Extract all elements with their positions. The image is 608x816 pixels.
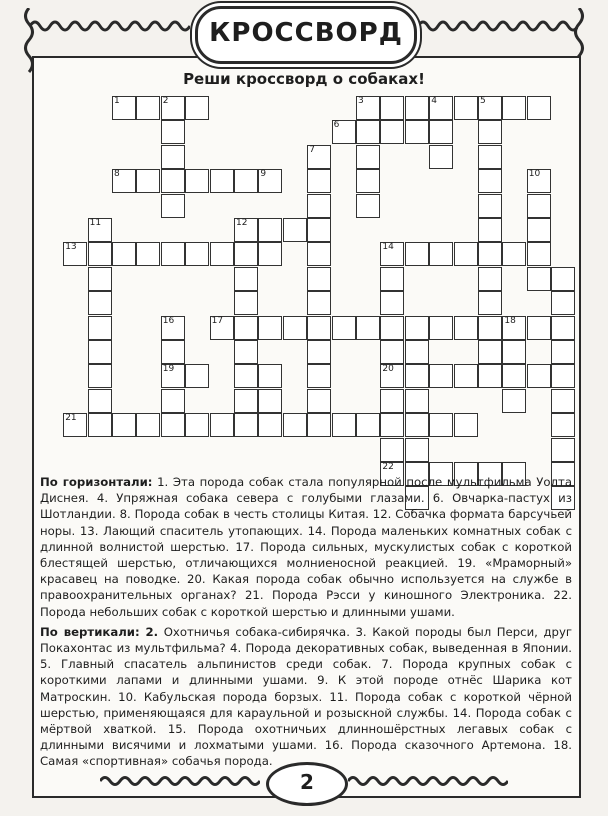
crossword-cell[interactable] <box>234 242 258 266</box>
crossword-cell[interactable] <box>88 389 112 413</box>
crossword-cell[interactable] <box>405 120 429 144</box>
crossword-cell[interactable] <box>380 96 404 120</box>
crossword-cell[interactable] <box>502 364 526 388</box>
crossword-cell[interactable] <box>380 120 404 144</box>
crossword-cell[interactable] <box>258 316 282 340</box>
crossword-cell[interactable] <box>356 413 380 437</box>
crossword-cell[interactable] <box>234 364 258 388</box>
crossword-cell[interactable] <box>405 340 429 364</box>
page-title: КРОССВОРД <box>209 18 403 48</box>
crossword-cell[interactable] <box>405 413 429 437</box>
crossword-cell[interactable] <box>258 364 282 388</box>
crossword-cell[interactable] <box>380 316 404 340</box>
crossword-cell-number: 12 <box>236 218 248 228</box>
crossword-cell[interactable] <box>161 389 185 413</box>
crossword-cell[interactable] <box>380 267 404 291</box>
crossword-cell[interactable] <box>234 389 258 413</box>
crossword-cell[interactable] <box>429 364 453 388</box>
crossword-cell[interactable] <box>63 413 87 437</box>
clues-down <box>40 624 572 770</box>
crossword-cell-number: 7 <box>309 144 315 155</box>
crossword-cell[interactable] <box>551 316 575 340</box>
crossword-cell[interactable] <box>258 169 282 193</box>
crossword-cell[interactable] <box>527 242 551 266</box>
crossword-cell[interactable] <box>112 242 136 266</box>
crossword-cell[interactable] <box>88 291 112 315</box>
crossword-cell[interactable] <box>185 242 209 266</box>
crossword-cell[interactable] <box>161 120 185 144</box>
crossword-cell[interactable] <box>234 169 258 193</box>
crossword-cell[interactable] <box>136 242 160 266</box>
crossword-cell[interactable] <box>478 316 502 340</box>
crossword-cell-number: 14 <box>382 242 394 253</box>
crossword-cell[interactable] <box>380 413 404 437</box>
crossword-subtitle: Реши кроссворд о собаках! <box>183 70 425 88</box>
crossword-cell[interactable] <box>478 364 502 388</box>
crossword-cell-number: 20 <box>382 364 394 375</box>
crossword-cell-number: 16 <box>162 315 175 326</box>
clues-across-heading: По горизонтали: <box>40 475 153 489</box>
crossword-cell[interactable] <box>161 413 185 437</box>
crossword-cell[interactable] <box>234 218 258 242</box>
page-number-badge <box>266 762 348 806</box>
crossword-cell[interactable] <box>210 413 234 437</box>
crossword-cell[interactable] <box>356 194 380 218</box>
crossword-cell[interactable] <box>551 389 575 413</box>
crossword-cell[interactable] <box>332 120 356 144</box>
crossword-cell[interactable] <box>551 438 575 462</box>
page-number: 2 <box>300 770 314 794</box>
crossword-cell[interactable] <box>258 389 282 413</box>
crossword-cell[interactable] <box>429 96 453 120</box>
crossword-cell-number: 17 <box>211 315 224 326</box>
crossword-cell[interactable] <box>185 413 209 437</box>
crossword-cell[interactable] <box>307 389 331 413</box>
crossword-cell[interactable] <box>161 145 185 169</box>
crossword-cell[interactable] <box>234 413 258 437</box>
crossword-cell[interactable] <box>478 145 502 169</box>
crossword-cell[interactable] <box>380 389 404 413</box>
clues-down-heading: По вертикали: 2. <box>40 624 159 639</box>
crossword-cell[interactable] <box>356 316 380 340</box>
crossword-cell[interactable] <box>234 291 258 315</box>
crossword-cell[interactable] <box>527 96 551 120</box>
crossword-cell[interactable] <box>332 413 356 437</box>
crossword-cell[interactable] <box>478 96 502 120</box>
crossword-cell[interactable] <box>307 194 331 218</box>
crossword-cell[interactable] <box>161 316 185 340</box>
clues-across-text: 1. Эта порода собак стала популярной после мультфильма Уолта Диснея. 4. Упряжная собака севера с голубыми глазами. 6. Овчарка-пастух из Шотландии. 8. Порода собак в честь столицы Китая. 12. Собачка формата барсучьей норы. 13. Лающий спаситель утопающих. 14. Порода маленьких комнатных собак с длинной волнистой шерстью. 17. Порода сильных, мускулистых собак с короткой блестящей шерстью, отличающихся молниеносной реакцией. 19. «Мраморный» красавец на поводке. 20. Какая порода собак обычно используется на службе в правоохранительных органах? 21. Порода Рэсси у киношного Электроника. 22. Порода небольших собак с короткой шерстью и длинными ушами. <box>40 475 572 619</box>
crossword-cell[interactable] <box>161 364 185 388</box>
crossword-cell[interactable] <box>88 364 112 388</box>
crossword-cell-number: 9 <box>260 169 267 180</box>
crossword-cell[interactable] <box>478 120 502 144</box>
crossword-cell[interactable] <box>405 316 429 340</box>
crossword-cell[interactable] <box>332 316 356 340</box>
crossword-cell[interactable] <box>429 316 453 340</box>
clues-down-text: Охотничья собака-сибирячка. 3. Какой породы был Перси, друг Покахонтас из мультфильма? 4. Порода декоративных собак, выведенная в Японии. 5. Главный спасатель альпинистов среди собак. 7. Порода крупных собак с короткими лапами и длинными ушами. 9. К этой породе отнёс Шарика кот Матроскин. 10. Кабульская порода борзых. 11. Порода собак с короткой чёрной шерстью, применяющаяся для караульной и розыскной службы. 14. Порода собак с мёртвой хваткой. 15. Порода охотничьих длинношёрстных легавых собак с длинными висячими и лохматыми ушами. 16. Порода сказочного Артемона. 18. Самая «спортивная» собачья порода. <box>40 624 573 769</box>
crossword-cell[interactable] <box>112 169 136 193</box>
crossword-cell[interactable] <box>502 96 526 120</box>
crossword-cell-number: 10 <box>528 169 541 180</box>
crossword-cell[interactable] <box>356 120 380 144</box>
crossword-cell[interactable] <box>502 340 526 364</box>
crossword-cell[interactable] <box>454 316 478 340</box>
crossword-cell[interactable] <box>88 340 112 364</box>
crossword-cell[interactable] <box>185 169 209 193</box>
crossword-cell[interactable] <box>478 291 502 315</box>
crossword-cell-number: 3 <box>358 96 364 106</box>
crossword-cell[interactable] <box>527 194 551 218</box>
crossword-cell[interactable] <box>405 242 429 266</box>
crossword-cell[interactable] <box>210 169 234 193</box>
crossword-cell[interactable] <box>551 413 575 437</box>
crossword-cell[interactable] <box>502 242 526 266</box>
crossword-cell[interactable] <box>161 169 185 193</box>
crossword-cell[interactable] <box>551 267 575 291</box>
clues-across <box>40 474 572 620</box>
crossword-cell[interactable] <box>112 413 136 437</box>
crossword-cell[interactable] <box>234 267 258 291</box>
crossword-cell[interactable] <box>136 413 160 437</box>
crossword-cell[interactable] <box>283 218 307 242</box>
crossword-cell[interactable] <box>429 242 453 266</box>
crossword-cell[interactable] <box>478 267 502 291</box>
crossword-cell[interactable] <box>283 413 307 437</box>
crossword-cell[interactable] <box>478 218 502 242</box>
crossword-cell[interactable] <box>454 242 478 266</box>
crossword-cell[interactable] <box>478 194 502 218</box>
crossword-cell[interactable] <box>307 169 331 193</box>
crossword-cell[interactable] <box>161 194 185 218</box>
crossword-cell[interactable] <box>478 340 502 364</box>
crossword-cell[interactable] <box>307 267 331 291</box>
crossword-cell-number: 19 <box>162 364 175 375</box>
crossword-cell-number: 4 <box>431 96 437 106</box>
crossword-cell[interactable] <box>161 340 185 364</box>
crossword-cell-number: 2 <box>162 96 169 106</box>
crossword-cell[interactable] <box>454 364 478 388</box>
crossword-cell[interactable] <box>405 438 429 462</box>
crossword-cell[interactable] <box>405 364 429 388</box>
crossword-cell[interactable] <box>185 96 209 120</box>
crossword-cell-number: 6 <box>333 120 340 131</box>
crossword-cell[interactable] <box>88 242 112 266</box>
rope-bottom-right-decoration <box>348 774 508 788</box>
crossword-cell[interactable] <box>527 169 551 193</box>
crossword-cell[interactable] <box>258 413 282 437</box>
crossword-cell[interactable] <box>527 364 551 388</box>
crossword-cell[interactable] <box>161 96 185 120</box>
crossword-cell[interactable] <box>356 96 380 120</box>
crossword-cell[interactable] <box>527 316 551 340</box>
crossword-cell[interactable] <box>380 438 404 462</box>
crossword-cell-number: 21 <box>65 413 77 424</box>
crossword-cell[interactable] <box>307 364 331 388</box>
crossword-cell-number: 11 <box>89 218 102 228</box>
crossword-cell[interactable] <box>380 242 404 266</box>
crossword-cell-number: 8 <box>114 169 120 180</box>
crossword-cell[interactable] <box>234 316 258 340</box>
crossword-cell[interactable] <box>429 145 453 169</box>
crossword-cell[interactable] <box>551 340 575 364</box>
crossword-cell[interactable] <box>283 316 307 340</box>
crossword-cell[interactable] <box>454 413 478 437</box>
crossword-cell[interactable] <box>185 364 209 388</box>
crossword-cell[interactable] <box>112 96 136 120</box>
crossword-cell[interactable] <box>380 340 404 364</box>
crossword-cell[interactable] <box>356 169 380 193</box>
crossword-cell[interactable] <box>88 316 112 340</box>
clues-section <box>40 474 572 774</box>
crossword-cell[interactable] <box>307 413 331 437</box>
crossword-cell[interactable] <box>88 218 112 242</box>
crossword-cell[interactable] <box>405 96 429 120</box>
crossword-cell-number: 18 <box>504 315 516 326</box>
crossword-cell[interactable] <box>307 145 331 169</box>
crossword-cell[interactable] <box>161 242 185 266</box>
crossword-cell[interactable] <box>527 218 551 242</box>
crossword-cell[interactable] <box>454 96 478 120</box>
crossword-cell[interactable] <box>551 364 575 388</box>
crossword-cell-number: 1 <box>114 96 120 106</box>
crossword-cell[interactable] <box>551 291 575 315</box>
crossword-cell-number: 22 <box>382 462 394 472</box>
crossword-cell[interactable] <box>307 291 331 315</box>
crossword-cell[interactable] <box>405 389 429 413</box>
crossword-cell[interactable] <box>210 316 234 340</box>
crossword-cell-number: 13 <box>65 242 77 253</box>
crossword-cell[interactable] <box>307 316 331 340</box>
crossword-cell[interactable] <box>502 316 526 340</box>
crossword-cell[interactable] <box>356 145 380 169</box>
crossword-cell[interactable] <box>527 267 551 291</box>
crossword-cell[interactable] <box>234 340 258 364</box>
crossword-cell[interactable] <box>88 267 112 291</box>
crossword-cell[interactable] <box>307 340 331 364</box>
crossword-cell[interactable] <box>429 413 453 437</box>
crossword-cell[interactable] <box>258 242 282 266</box>
crossword-cell[interactable] <box>478 242 502 266</box>
crossword-cell[interactable] <box>63 242 87 266</box>
crossword-cell[interactable] <box>380 364 404 388</box>
crossword-cell[interactable] <box>88 413 112 437</box>
crossword-cell[interactable] <box>136 96 160 120</box>
crossword-cell[interactable] <box>307 242 331 266</box>
crossword-cell[interactable] <box>478 169 502 193</box>
crossword-cell[interactable] <box>307 218 331 242</box>
crossword-cell[interactable] <box>429 120 453 144</box>
crossword-cell[interactable] <box>380 291 404 315</box>
crossword-cell[interactable] <box>210 242 234 266</box>
crossword-cell[interactable] <box>136 169 160 193</box>
rope-bottom-left-decoration <box>100 774 260 788</box>
crossword-cell[interactable] <box>502 389 526 413</box>
crossword-cell[interactable] <box>258 218 282 242</box>
crossword-cell-number: 5 <box>480 96 486 106</box>
